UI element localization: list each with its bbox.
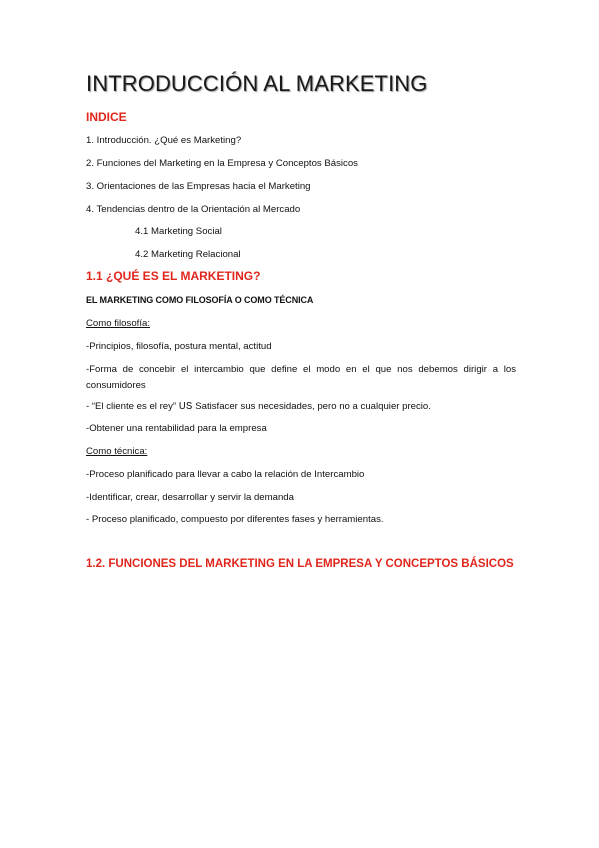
toc-subitem: 4.1 Marketing Social	[135, 226, 222, 237]
subheading: EL MARKETING COMO FILOSOFÍA O COMO TÉCNICA	[86, 295, 314, 305]
toc-item: 2. Funciones del Marketing en la Empresa y Conceptos Básicos	[86, 158, 358, 169]
philosophy-item: -Principios, filosofía, postura mental, actitud	[86, 341, 272, 352]
technique-label: Como técnica:	[86, 446, 148, 457]
toc-item: 3. Orientaciones de las Empresas hacia el Marketing	[86, 181, 311, 192]
philosophy-label: Como filosofía:	[86, 318, 150, 329]
index-heading: INDICE	[86, 110, 127, 124]
toc-item: 1. Introducción. ¿Qué es Marketing?	[86, 135, 242, 146]
technique-item: -Identificar, crear, desarrollar y servir la demanda	[86, 492, 294, 503]
philosophy-item: -Forma de concebir el intercambio que define el modo en el que nos debemos dirigir a los consumidores	[86, 364, 516, 391]
section-heading-1-1: 1.1 ¿QUÉ ES EL MARKETING?	[86, 269, 261, 283]
technique-item: -Proceso planificado para llevar a cabo la relación de Intercambio	[86, 469, 365, 480]
section-heading-1-2: 1.2. FUNCIONES DEL MARKETING EN LA EMPRESA Y CONCEPTOS BÁSICOS	[86, 558, 514, 570]
philosophy-item: - “El cliente es el rey” ՍՏ Satisfacer sus necesidades, pero no a cualquier precio.	[86, 401, 431, 412]
toc-subitem: 4.2 Marketing Relacional	[135, 249, 241, 260]
document-title: INTRODUCCIÓN AL MARKETING	[86, 71, 428, 96]
toc-item: 4. Tendencias dentro de la Orientación al Mercado	[86, 204, 301, 215]
philosophy-item: -Obtener una rentabilidad para la empresa	[86, 423, 267, 434]
technique-item: - Proceso planificado, compuesto por diferentes fases y herramientas.	[86, 514, 384, 525]
